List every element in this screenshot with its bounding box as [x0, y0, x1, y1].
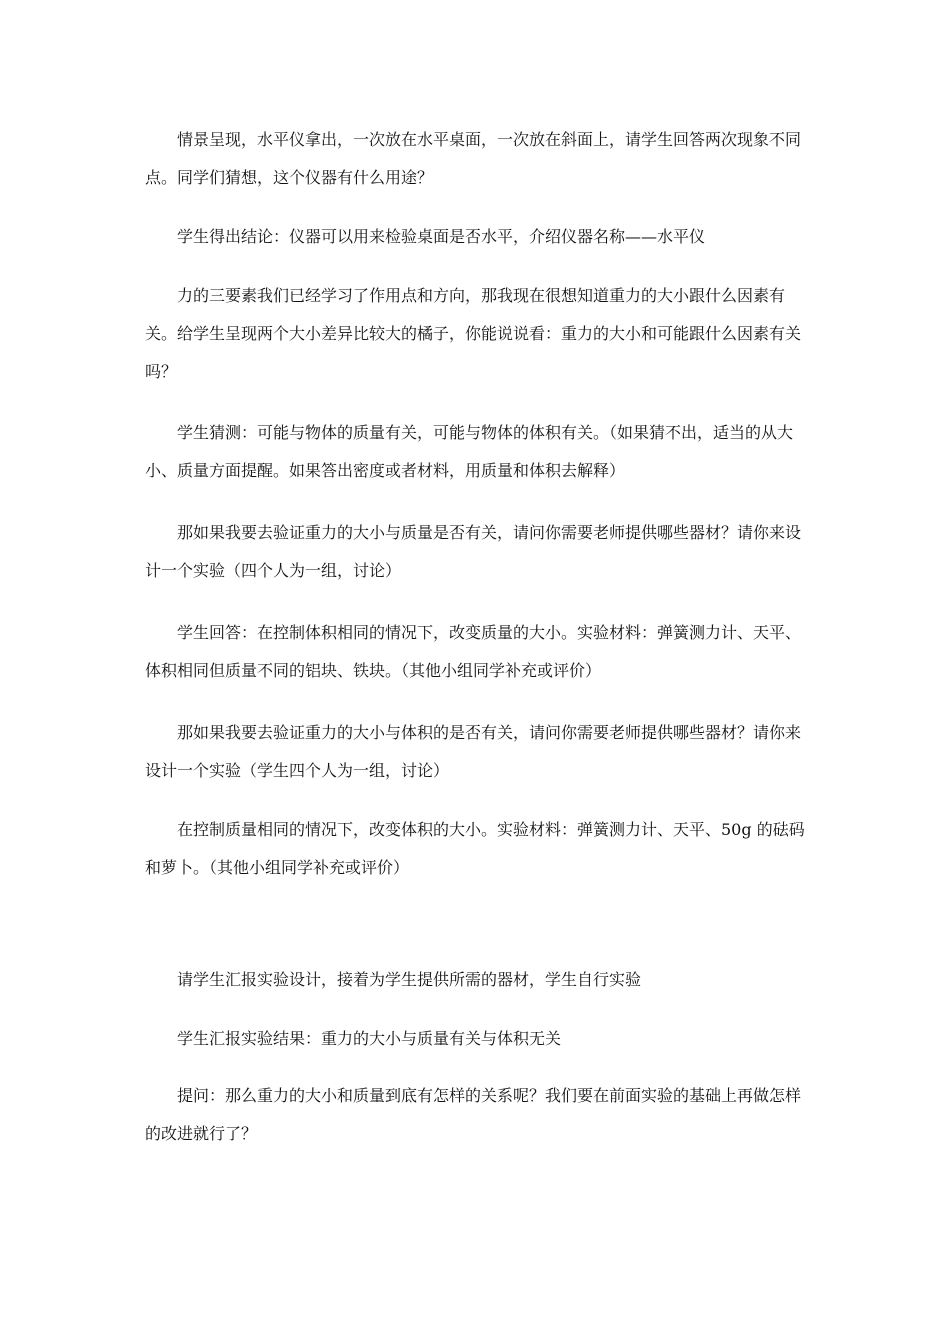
paragraph-volume-experiment-question: 那如果我要去验证重力的大小与体积的是否有关，请问你需要老师提供哪些器材？请你来设计一个实验（学生四个人为一组，讨论） [145, 723, 802, 780]
paragraph-report-result: 学生汇报实验结果：重力的大小与质量有关与体积无关 [177, 1029, 562, 1048]
paragraph-gravity-factors-question: 力的三要素我们已经学习了作用点和方向，那我现在很想知道重力的大小跟什么因素有关。给学生呈现两个大小差异比较大的橘子，你能说说看：重力的大小和可能跟什么因素有关吗？ [145, 286, 802, 381]
paragraph-volume-experiment-answer: 在控制质量相同的情况下，改变体积的大小。实验材料：弹簧测力计、天平、50g 的砝码和萝卜。（其他小组同学补充或评价） [145, 820, 805, 877]
paragraph-student-guess: 学生猜测：可能与物体的质量有关，可能与物体的体积有关。（如果猜不出，适当的从大小、质量方面提醒。如果答出密度或者材料，用质量和体积去解释） [145, 423, 794, 480]
paragraph-level-instrument-conclusion: 学生得出结论：仪器可以用来检验桌面是否水平，介绍仪器名称——水平仪 [177, 227, 706, 246]
paragraph-level-instrument-scenario: 情景呈现，水平仪拿出，一次放在水平桌面，一次放在斜面上，请学生回答两次现象不同点。同学们猜想，这个仪器有什么用途？ [145, 130, 802, 187]
paragraph-mass-experiment-question: 那如果我要去验证重力的大小与质量是否有关，请问你需要老师提供哪些器材？请你来设计一个实验（四个人为一组，讨论） [145, 523, 802, 580]
paragraph-mass-experiment-answer: 学生回答：在控制体积相同的情况下，改变质量的大小。实验材料：弹簧测力计、天平、体积相同但质量不同的铝块、铁块。（其他小组同学补充或评价） [145, 623, 802, 680]
paragraph-report-design: 请学生汇报实验设计，接着为学生提供所需的器材，学生自行实验 [177, 970, 642, 989]
paragraph-followup-question: 提问：那么重力的大小和质量到底有怎样的关系呢？我们要在前面实验的基础上再做怎样的改进就行了？ [145, 1086, 802, 1143]
